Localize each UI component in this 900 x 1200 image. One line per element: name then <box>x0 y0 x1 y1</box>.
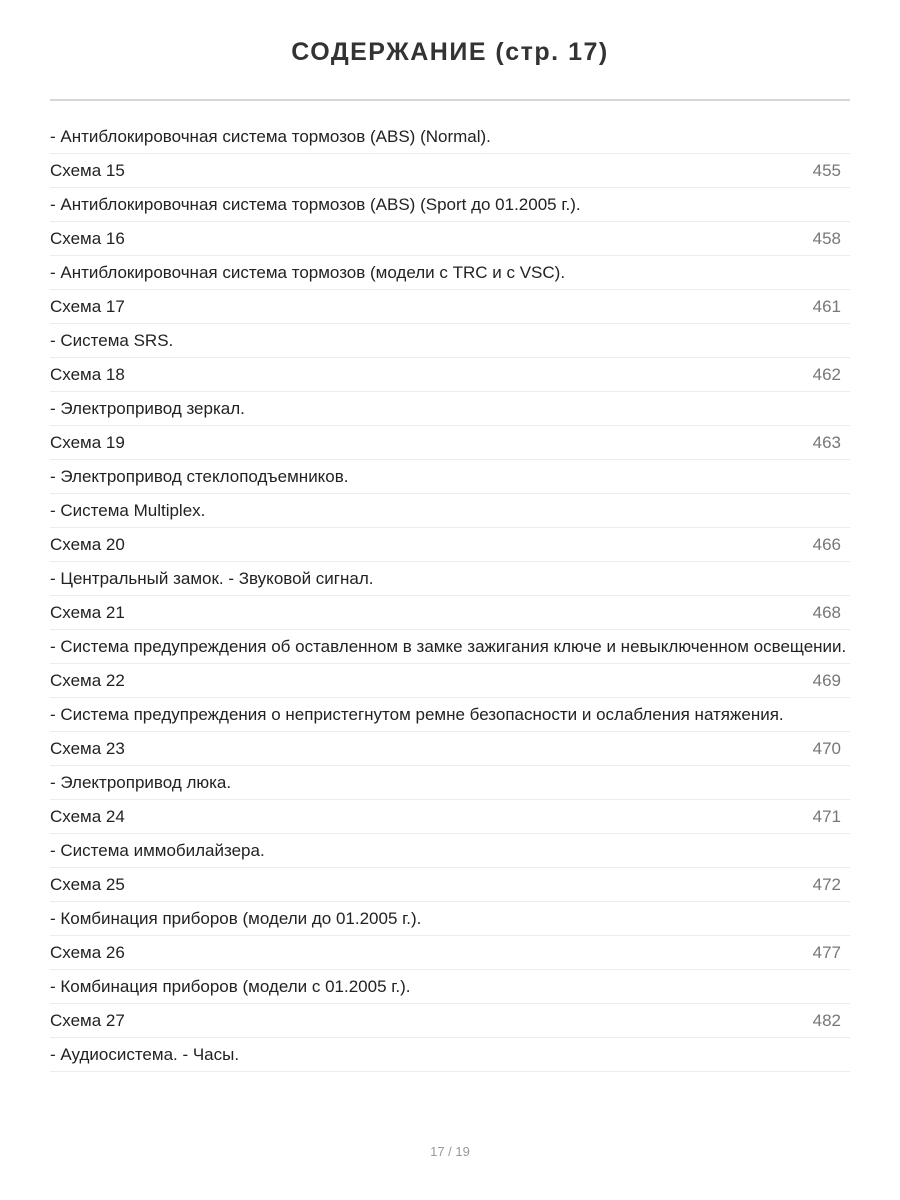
title-divider <box>50 99 850 101</box>
toc-entry-description <box>50 324 850 358</box>
scheme-label[interactable]: Схема 21 <box>50 603 125 622</box>
scheme-label[interactable]: Схема 16 <box>50 229 125 248</box>
toc-entry-description <box>50 902 850 936</box>
page-number[interactable]: 463 <box>812 433 841 452</box>
page-number[interactable]: 455 <box>812 161 841 180</box>
scheme-description: - Комбинация приборов (модели с 01.2005 г.). <box>50 977 411 996</box>
toc-entry-description <box>50 698 850 732</box>
toc-entry-description <box>50 1038 850 1072</box>
scheme-label[interactable]: Схема 20 <box>50 535 125 554</box>
page-number[interactable]: 461 <box>812 297 841 316</box>
page-number[interactable]: 468 <box>812 603 841 622</box>
scheme-label[interactable]: Схема 27 <box>50 1011 125 1030</box>
toc-entry-scheme[interactable] <box>50 936 850 970</box>
scheme-label[interactable]: Схема 24 <box>50 807 125 826</box>
toc-entry-scheme[interactable] <box>50 358 850 392</box>
page-number[interactable]: 482 <box>812 1011 841 1030</box>
toc-entry-scheme[interactable] <box>50 528 850 562</box>
scheme-description: - Система предупреждения об оставленном в замке зажигания ключе и невыключенном освещении. <box>50 637 847 656</box>
toc-entry-description <box>50 630 850 664</box>
scheme-description: - Система предупреждения о непристегнутом ремне безопасности и ослабления натяжения. <box>50 705 784 724</box>
toc-entry-description <box>50 970 850 1004</box>
toc-entry-description <box>50 256 850 290</box>
page-number[interactable]: 477 <box>812 943 841 962</box>
scheme-description: - Центральный замок. - Звуковой сигнал. <box>50 569 374 588</box>
toc-entry-scheme[interactable] <box>50 1004 850 1038</box>
page-number[interactable]: 470 <box>812 739 841 758</box>
scheme-label[interactable]: Схема 19 <box>50 433 125 452</box>
toc-entry-scheme[interactable] <box>50 154 850 188</box>
scheme-description: - Антиблокировочная система тормозов (ABS) (Normal). <box>50 127 491 146</box>
scheme-label[interactable]: Схема 23 <box>50 739 125 758</box>
page-title: СОДЕРЖАНИЕ (стр. 17) <box>291 38 609 66</box>
page-number[interactable]: 462 <box>812 365 841 384</box>
toc-entry-description <box>50 834 850 868</box>
scheme-description: - Электропривод стеклоподъемников. <box>50 467 349 486</box>
scheme-description: - Антиблокировочная система тормозов (модели с TRC и с VSC). <box>50 263 566 282</box>
scheme-description: - Система SRS. <box>50 331 174 350</box>
page-indicator: 17 / 19 <box>430 1144 470 1159</box>
toc-entry-scheme[interactable] <box>50 596 850 630</box>
scheme-description: - Антиблокировочная система тормозов (ABS) (Sport до 01.2005 г.). <box>50 195 581 214</box>
toc-entry-scheme[interactable] <box>50 222 850 256</box>
page-number[interactable]: 458 <box>812 229 841 248</box>
scheme-label[interactable]: Схема 26 <box>50 943 125 962</box>
scheme-description: - Электропривод люка. <box>50 773 232 792</box>
toc-entry-description <box>50 188 850 222</box>
table-of-contents <box>50 120 850 1072</box>
toc-entry-description <box>50 766 850 800</box>
toc-entry-scheme[interactable] <box>50 290 850 324</box>
toc-entry-description <box>50 562 850 596</box>
scheme-description: - Система Multiplex. <box>50 501 206 520</box>
toc-entry-scheme[interactable] <box>50 664 850 698</box>
page-number[interactable]: 466 <box>812 535 841 554</box>
page-number[interactable]: 472 <box>812 875 841 894</box>
toc-entry-scheme[interactable] <box>50 426 850 460</box>
scheme-description: - Электропривод зеркал. <box>50 399 245 418</box>
toc-entry-scheme[interactable] <box>50 868 850 902</box>
toc-entry-scheme[interactable] <box>50 732 850 766</box>
scheme-label[interactable]: Схема 25 <box>50 875 125 894</box>
scheme-label[interactable]: Схема 18 <box>50 365 125 384</box>
toc-entry-description <box>50 120 850 154</box>
page-number[interactable]: 471 <box>812 807 841 826</box>
toc-entry-scheme[interactable] <box>50 800 850 834</box>
toc-entry-description <box>50 392 850 426</box>
page-number[interactable]: 469 <box>812 671 841 690</box>
scheme-description: - Система иммобилайзера. <box>50 841 265 860</box>
scheme-label[interactable]: Схема 17 <box>50 297 125 316</box>
scheme-description: - Аудиосистема. - Часы. <box>50 1045 240 1064</box>
scheme-label[interactable]: Схема 22 <box>50 671 125 690</box>
scheme-description: - Комбинация приборов (модели до 01.2005 г.). <box>50 909 422 928</box>
scheme-label[interactable]: Схема 15 <box>50 161 125 180</box>
toc-entry-description <box>50 460 850 494</box>
toc-entry-description <box>50 494 850 528</box>
